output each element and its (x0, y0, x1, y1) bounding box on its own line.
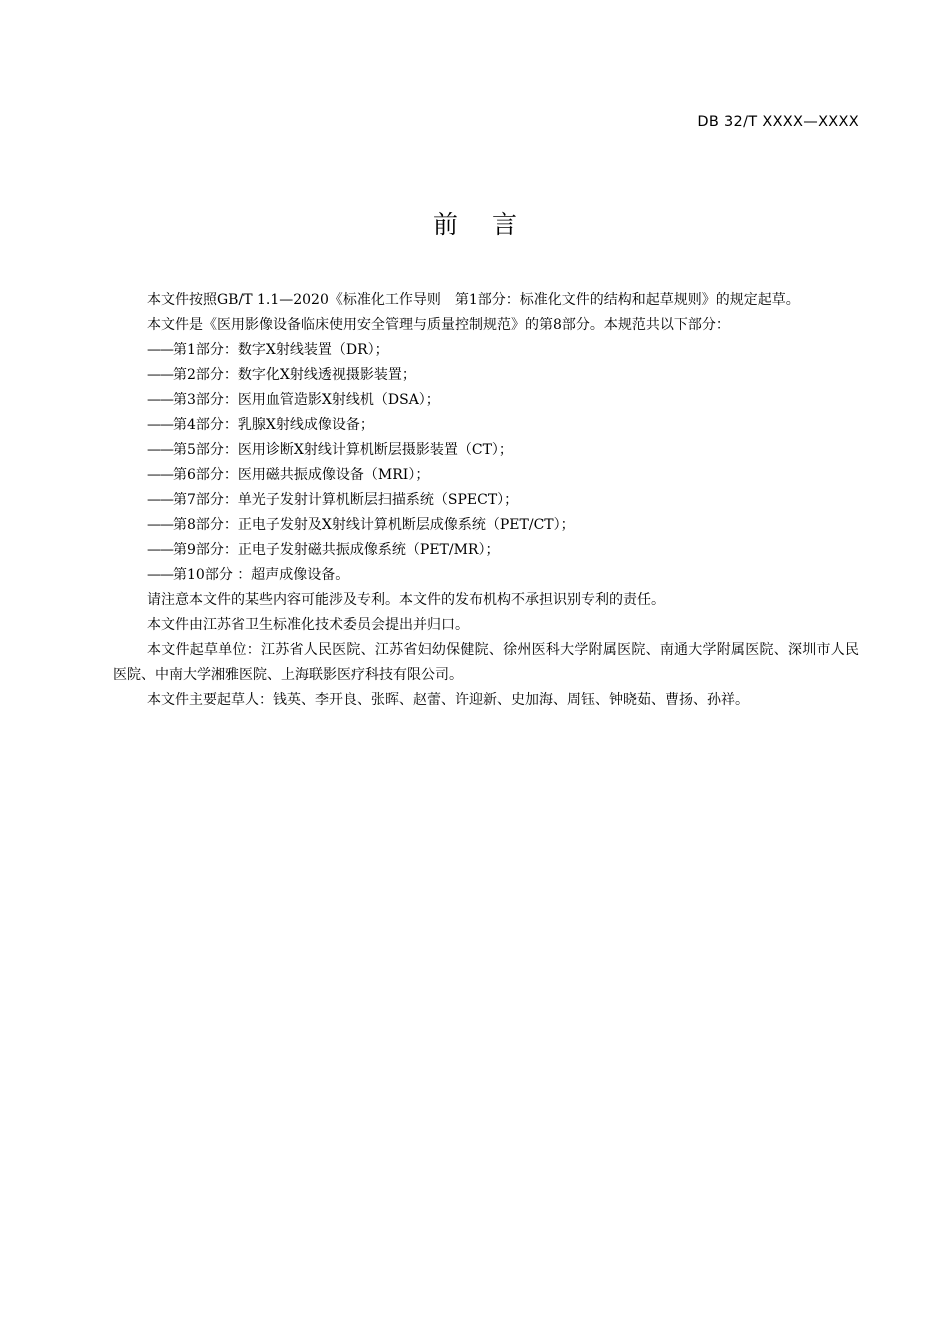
proposer-statement: 本文件由江苏省卫生标准化技术委员会提出并归口。 (147, 617, 469, 633)
drafting-units: 本文件起草单位：江苏省人民医院、江苏省妇幼保健院、徐州医科大学附属医院、南通大学附属医院、深圳市人民医院、中南大学湘雅医院、上海联影医疗科技有限公司。 (113, 642, 859, 683)
list-item (113, 513, 859, 538)
list-item-text: 第4部分：乳腺X射线成像设备； (173, 417, 374, 433)
list-item-text: 第5部分：医用诊断X射线计算机断层摄影装置（CT）； (173, 442, 513, 458)
list-item-text: 第9部分：正电子发射磁共振成像系统（PET/MR）； (173, 542, 500, 558)
dash-mark: —— (147, 417, 173, 433)
parts-list (113, 338, 859, 588)
list-item (113, 438, 859, 463)
list-item (113, 538, 859, 563)
foreword-body (113, 288, 859, 713)
intro-paragraph-2: 本文件是《医用影像设备临床使用安全管理与质量控制规范》的第8部分。本规范共以下部分： (147, 317, 730, 333)
list-item-text: 第8部分：正电子发射及X射线计算机断层成像系统（PET/CT）； (173, 517, 575, 533)
list-item-text: 第3部分：医用血管造影X射线机（DSA）； (173, 392, 440, 408)
list-item (113, 488, 859, 513)
page-title: 前言 (432, 210, 551, 239)
list-item (113, 413, 859, 438)
dash-mark: —— (147, 567, 173, 583)
list-item-text: 第2部分：数字化X射线透视摄影装置； (173, 367, 416, 383)
dash-mark: —— (147, 542, 173, 558)
list-item-text: 第1部分：数字X射线装置（DR）； (173, 342, 389, 358)
main-drafters: 本文件主要起草人：钱英、李开良、张晖、赵蕾、许迎新、史加海、周钰、钟晓茹、曹扬、孙祥。 (147, 692, 749, 708)
list-item (113, 563, 859, 588)
dash-mark: —— (147, 492, 173, 508)
list-item-text: 第6部分：医用磁共振成像设备（MRI）； (173, 467, 430, 483)
dash-mark: —— (147, 392, 173, 408)
list-item-text: 第10部分 ：超声成像设备。 (173, 567, 350, 583)
patent-notice: 请注意本文件的某些内容可能涉及专利。本文件的发布机构不承担识别专利的责任。 (147, 592, 665, 608)
dash-mark: —— (147, 467, 173, 483)
dash-mark: —— (147, 517, 173, 533)
list-item (113, 463, 859, 488)
intro-paragraph-1: 本文件按照GB/T 1.1—2020《标准化工作导则 第1部分：标准化文件的结构和起草规则》的规定起草。 (147, 292, 800, 308)
dash-mark: —— (147, 342, 173, 358)
list-item (113, 388, 859, 413)
dash-mark: —— (147, 367, 173, 383)
dash-mark: —— (147, 442, 173, 458)
list-item-text: 第7部分：单光子发射计算机断层扫描系统（SPECT）； (173, 492, 519, 508)
list-item (113, 363, 859, 388)
list-item (113, 338, 859, 363)
document-number: DB 32/T XXXX—XXXX (697, 114, 859, 130)
